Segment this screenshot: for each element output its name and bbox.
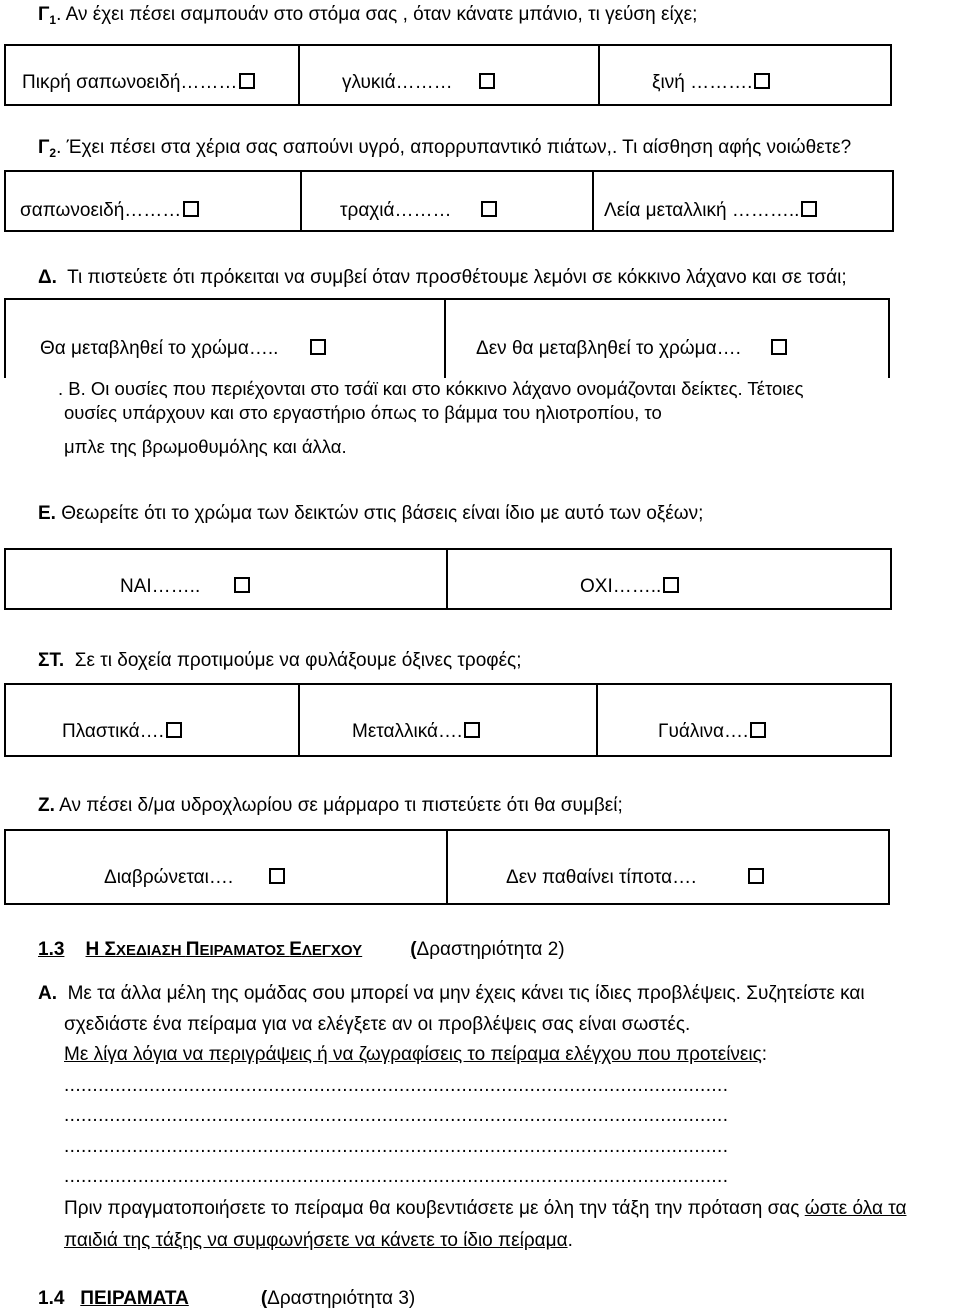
- question-st: [38, 650, 522, 672]
- section-number: 1.3: [38, 939, 65, 960]
- option-cell[interactable]: [476, 338, 787, 360]
- option-label: σαπωνοειδή………: [20, 200, 182, 221]
- option-cell[interactable]: [40, 338, 326, 360]
- option-label: Δεν παθαίνει τίποτα….: [506, 867, 697, 888]
- section-heading-1-3: [38, 939, 565, 961]
- table-divider: [592, 170, 594, 232]
- checkbox[interactable]: [663, 577, 679, 593]
- question-g1: [38, 4, 697, 27]
- checkbox[interactable]: [754, 73, 770, 89]
- options-table-g1: [4, 44, 892, 106]
- checkbox[interactable]: [748, 868, 764, 884]
- checkbox[interactable]: [464, 722, 480, 738]
- options-table-e: [4, 548, 892, 610]
- closing-underlined: παιδιά της τάξης να συμφωνήσετε να κάνετε το ίδιο πείραμα: [64, 1230, 568, 1251]
- instruction-colon: :: [761, 1044, 768, 1065]
- option-cell[interactable]: [22, 72, 255, 94]
- option-label: Θα μεταβληθεί το χρώμα…..: [40, 338, 279, 359]
- option-label: γλυκιά………: [342, 72, 453, 93]
- checkbox[interactable]: [750, 722, 766, 738]
- option-cell[interactable]: [352, 721, 480, 743]
- table-divider: [598, 44, 600, 106]
- question-label: ΣΤ.: [38, 650, 65, 671]
- question-text: . Αν έχει πέσει σαμπουάν στο στόμα σας , όταν κάνατε μπάνιο, τι γεύση είχε;: [56, 4, 698, 25]
- option-cell[interactable]: [20, 200, 199, 222]
- question-text: Με τα άλλα μέλη της ομάδας σου μπορεί να μην έχεις κάνει τις ίδιες προβλέψεις. Συζητείστε και: [67, 983, 865, 1004]
- option-cell[interactable]: [506, 867, 764, 889]
- option-label: Διαβρώνεται….: [104, 867, 234, 888]
- section-number: 1.4: [38, 1288, 65, 1309]
- question-g2: [38, 137, 851, 160]
- checkbox[interactable]: [801, 201, 817, 217]
- option-cell[interactable]: [62, 721, 182, 743]
- checkbox[interactable]: [269, 868, 285, 884]
- checkbox[interactable]: [183, 201, 199, 217]
- options-table-st: [4, 683, 892, 757]
- option-label: Λεία μεταλλική ………..: [604, 200, 800, 221]
- table-divider: [298, 44, 300, 106]
- options-table-z: [4, 829, 890, 905]
- question-text: Τι πιστεύετε ότι πρόκειται να συμβεί όταν προσθέτουμε λεμόνι σε κόκκινο λάχανο και σε τσάι;: [67, 267, 847, 288]
- option-label: ξινή ……….: [652, 72, 753, 93]
- table-divider: [298, 683, 300, 757]
- activity-label: Δραστηριότητα 2): [416, 939, 565, 960]
- option-cell[interactable]: [342, 72, 495, 94]
- question-a-line2: σχεδιάστε ένα πείραμα για να ελέγξετε αν οι προβλέψεις σας είναι σωστές.: [64, 1014, 691, 1035]
- option-cell[interactable]: [580, 576, 679, 598]
- question-label: Δ.: [38, 267, 57, 288]
- table-divider: [596, 683, 598, 757]
- question-text: . Έχει πέσει στα χέρια σας σαπούνι υγρό, απορρυπαντικό πιάτων,. Τι αίσθηση αφής νοιώθετε?: [56, 137, 852, 158]
- table-divider: [446, 548, 448, 610]
- question-label: Ε.: [38, 503, 56, 524]
- checkbox[interactable]: [481, 201, 497, 217]
- checkbox[interactable]: [771, 339, 787, 355]
- activity-label: Δραστηριότητα 3): [267, 1288, 416, 1309]
- checkbox[interactable]: [479, 73, 495, 89]
- option-label: Πικρή σαπωνοειδή………: [22, 72, 238, 93]
- note-line: ουσίες υπάρχουν και στο εργαστήριο όπως το βάμμα του ηλιοτροπίου, το: [64, 402, 662, 423]
- question-d: [38, 267, 847, 289]
- checkbox[interactable]: [166, 722, 182, 738]
- question-label-sub: 1: [49, 13, 57, 27]
- section-title: ΠΕΙΡΑΜΑΤΑ: [80, 1288, 189, 1309]
- checkbox[interactable]: [234, 577, 250, 593]
- question-label: Ζ.: [38, 795, 55, 816]
- question-e: [38, 503, 703, 525]
- question-text: Σε τι δοχεία προτιμούμε να φυλάξουμε όξινες τροφές;: [74, 650, 522, 671]
- question-text: Αν πέσει δ/μα υδροχλωρίου σε μάρμαρο τι πιστεύετε ότι θα συμβεί;: [59, 795, 623, 816]
- question-text: Θεωρείτε ότι το χρώμα των δεικτών στις βάσεις είναι ίδιο με αυτό των οξέων;: [61, 503, 704, 524]
- option-cell[interactable]: [658, 721, 766, 743]
- answer-dots[interactable]: .....................................................................................................................: [64, 1105, 729, 1126]
- option-label: τραχιά………: [340, 200, 452, 221]
- instruction-line: [64, 1044, 767, 1066]
- options-table-g2: [4, 170, 894, 232]
- answer-dots[interactable]: .....................................................................................................................: [64, 1136, 729, 1157]
- option-cell[interactable]: [104, 867, 285, 889]
- option-label: ΟΧΙ……..: [580, 576, 662, 597]
- option-label: Δεν θα μεταβληθεί το χρώμα….: [476, 338, 741, 359]
- question-z: [38, 795, 623, 817]
- section-heading-1-4: [38, 1288, 415, 1310]
- option-cell[interactable]: [604, 200, 817, 222]
- option-cell[interactable]: [120, 576, 250, 598]
- option-label: ΝΑΙ……..: [120, 576, 201, 597]
- option-label: Γυάλινα….: [658, 721, 749, 742]
- section-title: Η ΣΧΕΔΙΑΣΗ ΠΕΙΡΑΜΑΤΟΣ ΕΛΕΓΧΟΥ: [85, 939, 363, 960]
- question-label: Α.: [38, 983, 57, 1004]
- note-line: . Β. Οι ουσίες που περιέχονται στο τσάϊ και στο κόκκινο λάχανο ονομάζονται δείκτες. Τέτοιες: [58, 378, 804, 399]
- question-a-line1: [38, 983, 865, 1005]
- closing-line-2: [64, 1230, 573, 1252]
- closing-underlined: ώστε όλα τα: [804, 1198, 907, 1219]
- question-label-sub: 2: [49, 146, 57, 160]
- closing-period: .: [567, 1230, 573, 1251]
- instruction-text: Με λίγα λόγια να περιγράψεις ή να ζωγραφίσεις το πείραμα ελέγχου που προτείνεις: [64, 1044, 762, 1065]
- option-label: Μεταλλικά….: [352, 721, 463, 742]
- option-cell[interactable]: [340, 200, 497, 222]
- checkbox[interactable]: [310, 339, 326, 355]
- question-label: Γ: [38, 137, 50, 158]
- closing-text: Πριν πραγματοποιήσετε το πείραμα θα κουβεντιάσετε με όλη την τάξη την πρόταση σας: [64, 1198, 805, 1219]
- checkbox[interactable]: [239, 73, 255, 89]
- option-label: Πλαστικά….: [62, 721, 164, 742]
- closing-line-1: [64, 1198, 906, 1220]
- answer-dots[interactable]: .....................................................................................................................: [64, 1166, 729, 1187]
- answer-dots[interactable]: .....................................................................................................................: [64, 1075, 729, 1096]
- option-cell[interactable]: [652, 72, 770, 94]
- activity-paren: (: [260, 1288, 268, 1309]
- table-divider: [446, 829, 448, 905]
- table-divider: [444, 298, 446, 378]
- question-label: Γ: [38, 4, 50, 25]
- options-table-d: [4, 298, 890, 378]
- activity-paren: (: [410, 939, 417, 960]
- note-line: μπλε της βρωμοθυμόλης και άλλα.: [64, 436, 347, 457]
- table-divider: [300, 170, 302, 232]
